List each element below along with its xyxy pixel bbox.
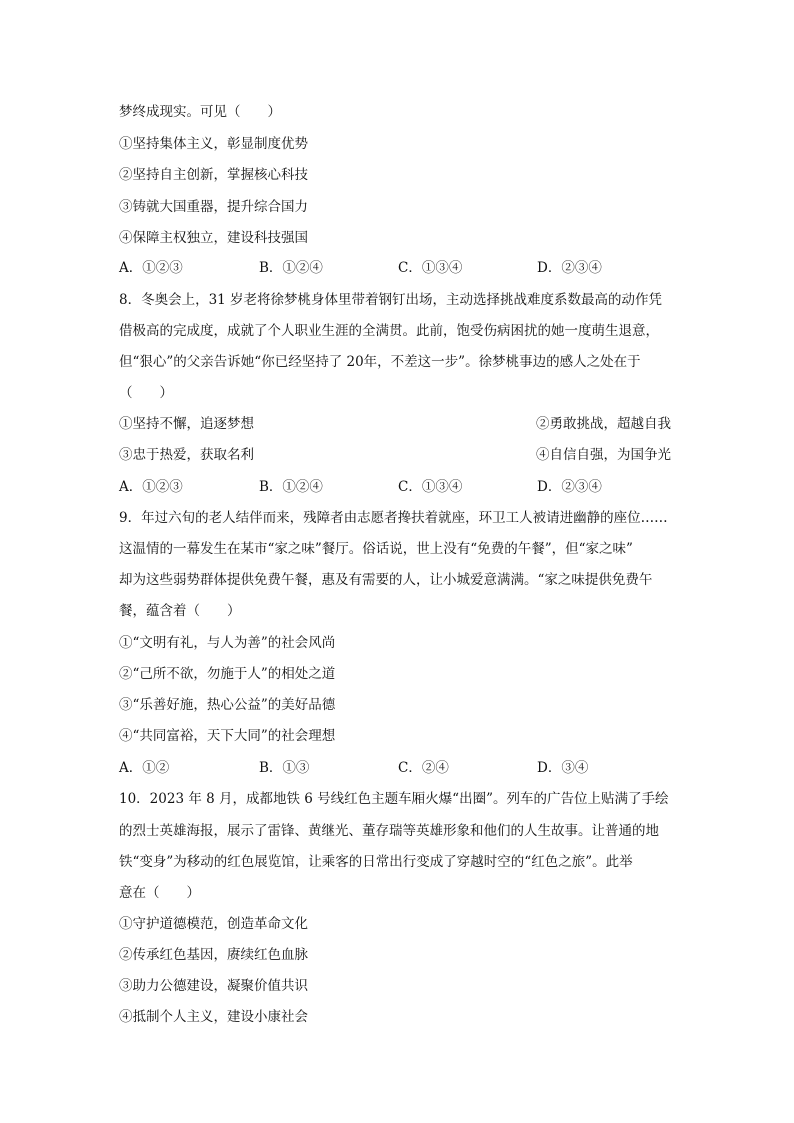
q8-stem-line-1: 8．冬奥会上，31 岁老将徐梦桃身体里带着钢钉出场，主动选择挑战难度系数最高的动作凭 [119,292,663,308]
q9-option-b: B．①③ [259,760,310,776]
q8-stem-line-3: 但“狠心”的父亲告诉她“你已经坚持了 20年，不差这一步”。徐梦桃事边的感人之处在于 [119,354,641,370]
q10-choice-2: ②传承红色基因，赓续红色血脉 [119,947,308,963]
q7-choice-4: ④保障主权独立，建设科技强国 [119,230,308,246]
q9-option-d: D．③④ [537,760,589,776]
q7-choice-3: ③铸就大国重器，提升综合国力 [119,199,308,215]
q8-option-c: C．①③④ [398,479,463,495]
q9-options [119,759,679,777]
q7-options [119,259,679,277]
q9-stem-line-3: 却为这些弱势群体提供免费午餐，惠及有需要的人，让小城爱意满满。“家之味提供免费午 [119,572,653,588]
q9-option-c: C．②④ [398,760,449,776]
q10-stem-line-1: 10．2023 年 8 月，成都地铁 6 号线红色主题车厢火爆“出圈”。列车的广告位上贴满了手绘 [119,791,669,807]
q10-stem-line-2: 的烈士英雄海报，展示了雷锋、黄继光、董存瑞等英雄形象和他们的人生故事。让普通的地 [119,823,659,839]
q9-choice-4: ④“共同富裕，天下大同”的社会理想 [119,728,336,744]
q8-choice-1: ①坚持不懈，追逐梦想 [119,416,254,432]
q8-option-d: D．②③④ [537,479,602,495]
q8-option-b: B．①②④ [259,479,323,495]
q9-choice-3: ③“乐善好施，热心公益”的美好品德 [119,697,336,713]
q10-choice-3: ③助力公德建设，凝聚价值共识 [119,978,308,994]
q7-choice-1: ①坚持集体主义，彰显制度优势 [119,136,308,152]
q8-stem-line-4: （ ） [119,385,173,401]
q10-choice-1: ①守护道德模范，创造革命文化 [119,916,308,932]
q9-stem-line-1: 9．年过六旬的老人结伴而来，残障者由志愿者搀扶着就座，环卫工人被请进幽静的座位…… [119,510,668,526]
q9-choice-1: ①“文明有礼，与人为善”的社会风尚 [119,635,336,651]
q7-option-b: B．①②④ [259,260,323,276]
q10-stem-line-3: 铁“变身”为移动的红色展览馆，让乘客的日常出行变成了穿越时空的“红色之旅”。此举 [119,854,633,870]
q7-option-d: D．②③④ [537,260,602,276]
q9-choice-2: ②“己所不欲，勿施于人”的相处之道 [119,666,336,682]
q8-choice-2: ②勇敢挑战，超越自我 [536,416,671,432]
q9-option-a: A．①② [119,760,170,776]
q10-stem-line-4: 意在（ ） [119,885,200,901]
q8-options [119,478,679,496]
q8-choice-3: ③忠于热爱，获取名利 [119,447,254,463]
q8-choice-4: ④自信自强，为国争光 [536,447,671,463]
q9-stem-line-4: 餐，蕴含着（ ） [119,603,241,619]
q7-option-a: A．①②③ [119,260,183,276]
q7-stem-end: 梦终成现实。可见（ ） [119,104,281,120]
q10-choice-4: ④抵制个人主义，建设小康社会 [119,1009,308,1025]
q9-stem-line-2: 这温情的一幕发生在某市“家之味”餐厅。俗话说，世上没有“免费的午餐”，但“家之味” [119,541,633,557]
q7-choice-2: ②坚持自主创新，掌握核心科技 [119,167,308,183]
q7-option-c: C．①③④ [398,260,463,276]
q8-stem-line-2: 借极高的完成度，成就了个人职业生涯的全满贯。此前，饱受伤病困扰的她一度萌生退意， [119,323,659,339]
q8-option-a: A．①②③ [119,479,183,495]
